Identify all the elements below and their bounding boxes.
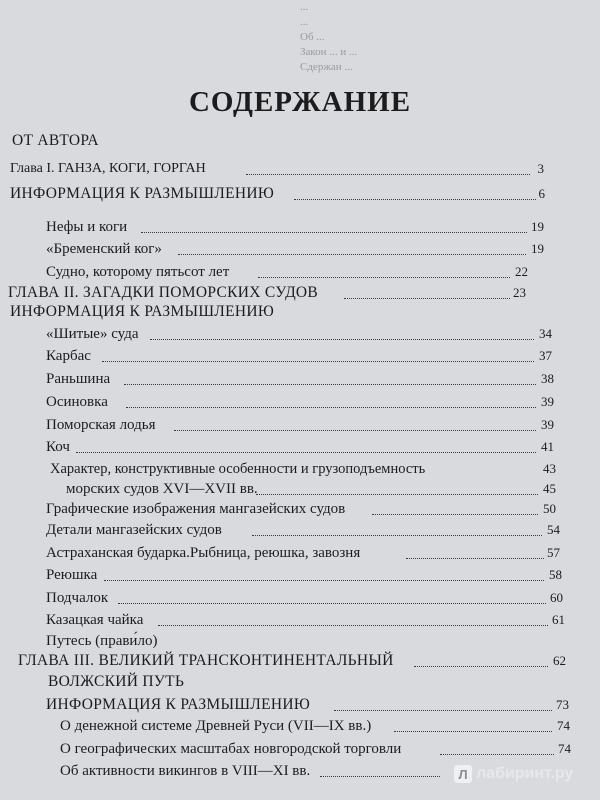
toc-leader [256,494,538,495]
toc-leader [372,514,538,515]
toc-page-number: 19 [531,219,544,234]
toc-entry[interactable] [0,650,600,672]
toc-page-number: 37 [539,348,552,363]
toc-entry[interactable] [0,542,600,564]
toc-leader [440,754,554,755]
toc-leader [294,199,536,200]
toc-page-number: 19 [531,241,544,256]
labirint-logo-icon: Л [454,765,472,783]
toc-entry-label: ВОЛЖСКИЙ ПУТЬ [48,673,185,690]
toc-leader [118,603,546,604]
toc-leader [126,407,536,408]
toc-entry[interactable] [0,345,600,367]
toc-entry[interactable] [0,130,600,152]
site-watermark [454,765,573,783]
toc-entry[interactable] [0,436,600,458]
toc-entry-label: ГЛАВА II. ЗАГАДКИ ПОМОРСКИХ СУДОВ [8,284,319,301]
toc-leader [252,535,542,536]
toc-entry-label: Реюшка [46,567,98,583]
toc-leader [104,580,544,581]
toc-page-number: 23 [513,285,526,300]
toc-entry-label: Об активности викингов в VIII—XI вв. [60,763,311,779]
toc-leader [178,254,526,255]
toc-entry-label: Казацкая чайка [46,612,144,628]
toc-leader [141,232,527,233]
toc-leader [246,174,530,175]
toc-entry-label: Детали мангазейских судов [46,522,222,538]
watermark-text: лабиринт.ру [476,765,574,782]
bleed-through-text: ... ... Об ... Закон ... и ... Сдержан ... [300,1,358,73]
toc-entry[interactable] [0,498,600,520]
toc-entry-label: «Бременский ког» [46,241,162,257]
toc-page-number: 39 [541,394,554,409]
toc-entry[interactable] [0,630,600,652]
toc-entry[interactable] [0,158,600,180]
toc-entry-label: Поморская лодья [46,417,156,433]
toc-entry[interactable] [0,261,600,283]
toc-entry[interactable] [0,564,600,586]
toc-page-number: 43 [543,461,556,476]
toc-entry-label: ГЛАВА III. ВЕЛИКИЙ ТРАНСКОНТИНЕНТАЛЬНЫЙ [18,652,394,669]
toc-page-number: 74 [557,718,570,733]
toc-entry-label: О денежной системе Древней Руси (VII—IX вв.) [60,718,372,734]
toc-entry-label: Глава I. ГАНЗА, КОГИ, ГОРГАН [10,161,206,176]
toc-page-number: 61 [552,612,565,627]
toc-entry[interactable] [0,671,600,693]
toc-page-number: 74 [558,741,571,756]
toc-entry-label: Графические изображения мангазейских судов [46,501,346,517]
toc-page-number: 6 [538,186,545,201]
toc-leader [174,430,536,431]
toc-page-number: 45 [543,481,556,496]
toc-page-number: 38 [541,371,554,386]
toc-leader [334,710,552,711]
toc-entry[interactable] [0,368,600,390]
toc-page-number: 39 [541,417,554,432]
toc-leader [414,666,548,667]
toc-page-number: 58 [549,567,562,582]
toc-entry-label: морских судов XVI—XVII вв. [66,481,258,497]
toc-entry[interactable] [0,458,600,480]
toc-entry-label: Характер, конструктивные особенности и грузоподъемность [50,461,426,477]
toc-entry-label: О географических масштабах новгородской торговли [60,741,402,757]
toc-entry[interactable] [0,738,600,760]
toc-entry[interactable] [0,323,600,345]
toc-leader [150,339,534,340]
toc-page-number: 3 [537,161,544,176]
toc-entry-label: Судно, которому пятьсот лет [46,264,230,280]
toc-entry-label: Осиновка [46,394,108,410]
page-title: СОДЕРЖАНИЕ [188,86,412,118]
toc-leader [258,277,510,278]
toc-entry[interactable] [0,519,600,541]
toc-leader [320,776,440,777]
toc-entry-label: Коч [46,439,70,455]
toc-leader [406,558,544,559]
toc-entry-label: Подчалок [46,590,109,606]
toc-entry[interactable] [0,715,600,737]
toc-page-number: 73 [556,697,569,712]
toc-entry-label: Карбас [46,348,91,364]
toc-entry[interactable] [0,238,600,260]
toc-entry-label: «Шитые» суда [46,326,139,342]
toc-entry-label: Путесь (прави́ло) [46,633,158,649]
toc-page-number: 60 [550,590,563,605]
toc-page-number: 50 [543,501,556,516]
toc-page-number: 34 [539,326,552,341]
toc-entry[interactable] [0,587,600,609]
toc-entry[interactable] [0,391,600,413]
toc-entry[interactable] [0,216,600,238]
toc-entry-label: ИНФОРМАЦИЯ К РАЗМЫШЛЕНИЮ [10,303,275,320]
toc-entry[interactable] [0,183,600,205]
toc-leader [102,361,534,362]
toc-page-number: 41 [541,439,554,454]
toc-leader [394,731,552,732]
toc-entry-label: Астраханская бударка.Рыбница, реюшка, завозня [46,545,361,561]
toc-page-number: 22 [515,264,528,279]
toc-entry-label: ИНФОРМАЦИЯ К РАЗМЫШЛЕНИЮ [10,185,275,202]
toc-page-number: 57 [547,545,560,560]
toc-leader [124,384,536,385]
toc-entry[interactable] [0,609,600,631]
toc-entry-label: ИНФОРМАЦИЯ К РАЗМЫШЛЕНИЮ [46,696,311,713]
toc-entry[interactable] [0,301,600,323]
toc-entry[interactable] [0,414,600,436]
toc-entry-label: Раньшина [46,371,111,387]
toc-entry-label: Нефы и коги [46,219,128,235]
toc-page-number: 62 [553,653,566,668]
toc-entry-label: ОТ АВТОРА [12,132,99,149]
toc-leader [76,452,536,453]
toc-leader [344,298,510,299]
toc-leader [158,625,548,626]
toc-entry[interactable] [0,694,600,716]
toc-entry[interactable] [0,478,600,500]
toc-page-number: 54 [547,522,560,537]
